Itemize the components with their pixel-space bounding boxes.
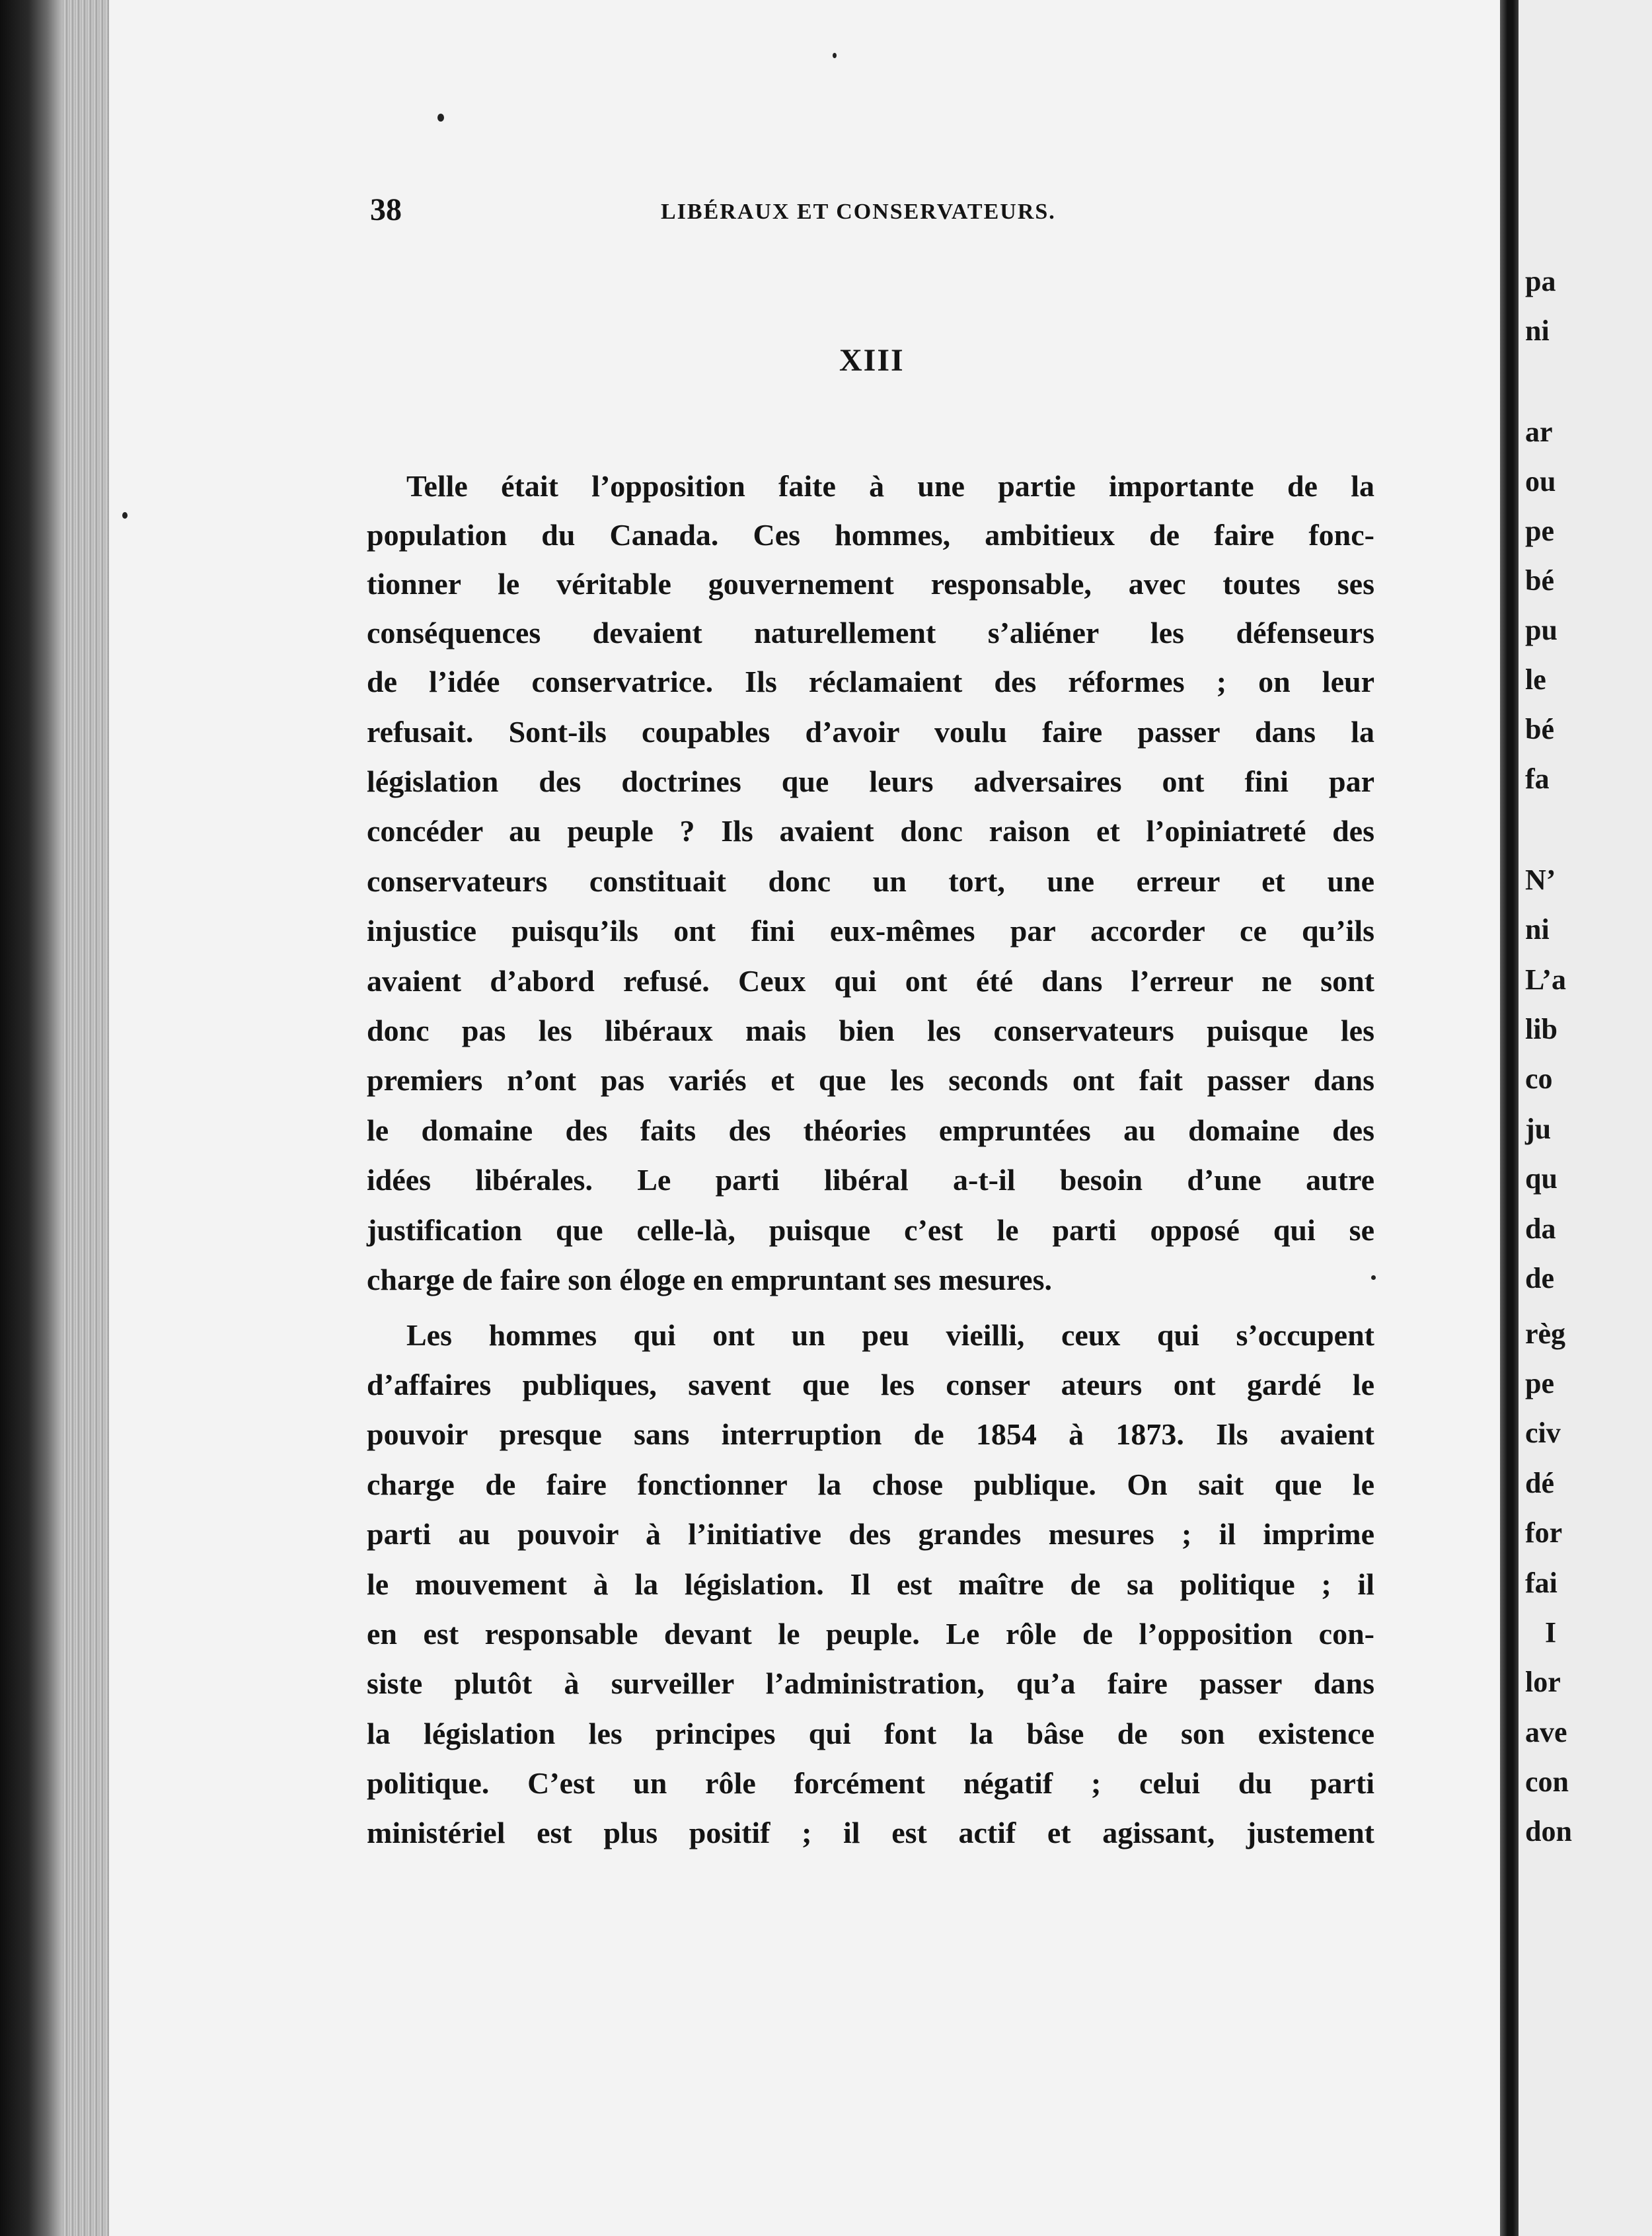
text-line: conservateurs constituait donc un tort, une erreur et une: [367, 864, 1374, 898]
text-line: le mouvement à la législation. Il est maître de sa politique ; il: [367, 1567, 1374, 1601]
text-line: refusait. Sont-ils coupables d’avoir voulu faire passer dans la: [367, 715, 1374, 749]
text-line: avaient d’abord refusé. Ceux qui ont été dans l’erreur ne sont: [367, 964, 1374, 998]
facing-fragment: ni: [1525, 315, 1550, 347]
facing-fragment: I: [1545, 1616, 1557, 1649]
text-line: population du Canada. Ces hommes, ambitieux de faire fonc-: [367, 518, 1374, 552]
facing-fragment: lib: [1525, 1013, 1558, 1045]
text-line: charge de faire fonctionner la chose publique. On sait que le: [367, 1468, 1374, 1501]
text-line: justification que celle-là, puisque c’est le parti opposé qui se: [367, 1213, 1374, 1247]
text-line: premiers n’ont pas variés et que les seconds ont fait passer dans: [367, 1063, 1374, 1097]
facing-fragment: dé: [1525, 1467, 1554, 1499]
facing-fragment: fa: [1525, 763, 1550, 795]
text-line: injustice puisqu’ils ont fini eux-mêmes par accorder ce qu’ils: [367, 914, 1374, 948]
facing-fragment: lor: [1525, 1666, 1561, 1698]
facing-fragment: N’: [1525, 864, 1556, 896]
facing-fragment: bé: [1525, 564, 1554, 597]
text-line: en est responsable devant le peuple. Le rôle de l’opposition con-: [367, 1617, 1374, 1651]
text-line: la législation les principes qui font la bâse de son existence: [367, 1717, 1374, 1750]
facing-fragment: pu: [1525, 614, 1558, 646]
page-stack-edge: [63, 0, 109, 2236]
facing-fragment: le: [1525, 663, 1546, 696]
ink-speck: [1371, 1275, 1376, 1280]
text-line: charge de faire son éloge en empruntant ses mesures.: [367, 1263, 1052, 1296]
text-line: ministériel est plus positif ; il est actif et agissant, justement: [367, 1816, 1374, 1849]
facing-fragment: con: [1525, 1766, 1569, 1798]
page-number: 38: [370, 192, 402, 227]
text-line: siste plutôt à surveiller l’administration, qu’a faire passer dans: [367, 1666, 1374, 1700]
text-line: Telle était l’opposition faite à une partie importante de la: [406, 469, 1374, 503]
facing-fragment: ni: [1525, 913, 1550, 946]
facing-fragment: pe: [1525, 1367, 1554, 1399]
facing-fragment: civ: [1525, 1417, 1561, 1449]
text-line: législation des doctrines que leurs adversaires ont fini par: [367, 764, 1374, 798]
facing-fragment: co: [1525, 1062, 1553, 1095]
facing-fragment: da: [1525, 1212, 1556, 1245]
facing-fragment: ju: [1525, 1113, 1552, 1145]
section-heading: XIII: [839, 343, 905, 378]
ink-speck: [833, 53, 837, 58]
text-line: parti au pouvoir à l’initiative des grandes mesures ; il imprime: [367, 1517, 1374, 1551]
facing-fragment: bé: [1525, 713, 1554, 745]
facing-fragment: L’a: [1525, 963, 1566, 996]
ink-speck: [122, 512, 128, 519]
text-line: de l’idée conservatrice. Ils réclamaient des réformes ; on leur: [367, 665, 1374, 698]
text-line: le domaine des faits des théories empruntées au domaine des: [367, 1113, 1374, 1147]
facing-fragment: pe: [1525, 515, 1554, 547]
book-gutter: [1500, 0, 1519, 2236]
scan-left-edge: [0, 0, 63, 2236]
facing-fragment: for: [1525, 1516, 1563, 1549]
facing-page: [1519, 0, 1652, 2236]
text-line: conséquences devaient naturellement s’aliéner les défenseurs: [367, 616, 1374, 650]
text-line: d’affaires publiques, savent que les conser ateurs ont gardé le: [367, 1368, 1374, 1401]
facing-fragment: règ: [1525, 1318, 1566, 1350]
text-line: Les hommes qui ont un peu vieilli, ceux qui s’occupent: [406, 1318, 1374, 1352]
facing-fragment: qu: [1525, 1162, 1558, 1195]
facing-fragment: fai: [1525, 1567, 1558, 1599]
facing-fragment: ou: [1525, 465, 1556, 498]
facing-fragment: ave: [1525, 1716, 1567, 1748]
text-line: tionner le véritable gouvernement responsable, avec toutes ses: [367, 567, 1374, 601]
text-line: pouvoir presque sans interruption de 1854 à 1873. Ils avaient: [367, 1417, 1374, 1451]
text-line: idées libérales. Le parti libéral a-t-il besoin d’une autre: [367, 1163, 1374, 1197]
text-line: donc pas les libéraux mais bien les conservateurs puisque les: [367, 1014, 1374, 1047]
text-line: politique. C’est un rôle forcément négatif ; celui du parti: [367, 1766, 1374, 1800]
text-line: concéder au peuple ? Ils avaient donc raison et l’opiniatreté des: [367, 814, 1374, 848]
facing-fragment: ar: [1525, 416, 1553, 448]
facing-fragment: pa: [1525, 265, 1556, 297]
facing-fragment: de: [1525, 1262, 1554, 1294]
ink-speck: [437, 114, 444, 122]
running-head: LIBÉRAUX ET CONSERVATEURS.: [661, 200, 1056, 224]
facing-fragment: don: [1525, 1815, 1572, 1847]
